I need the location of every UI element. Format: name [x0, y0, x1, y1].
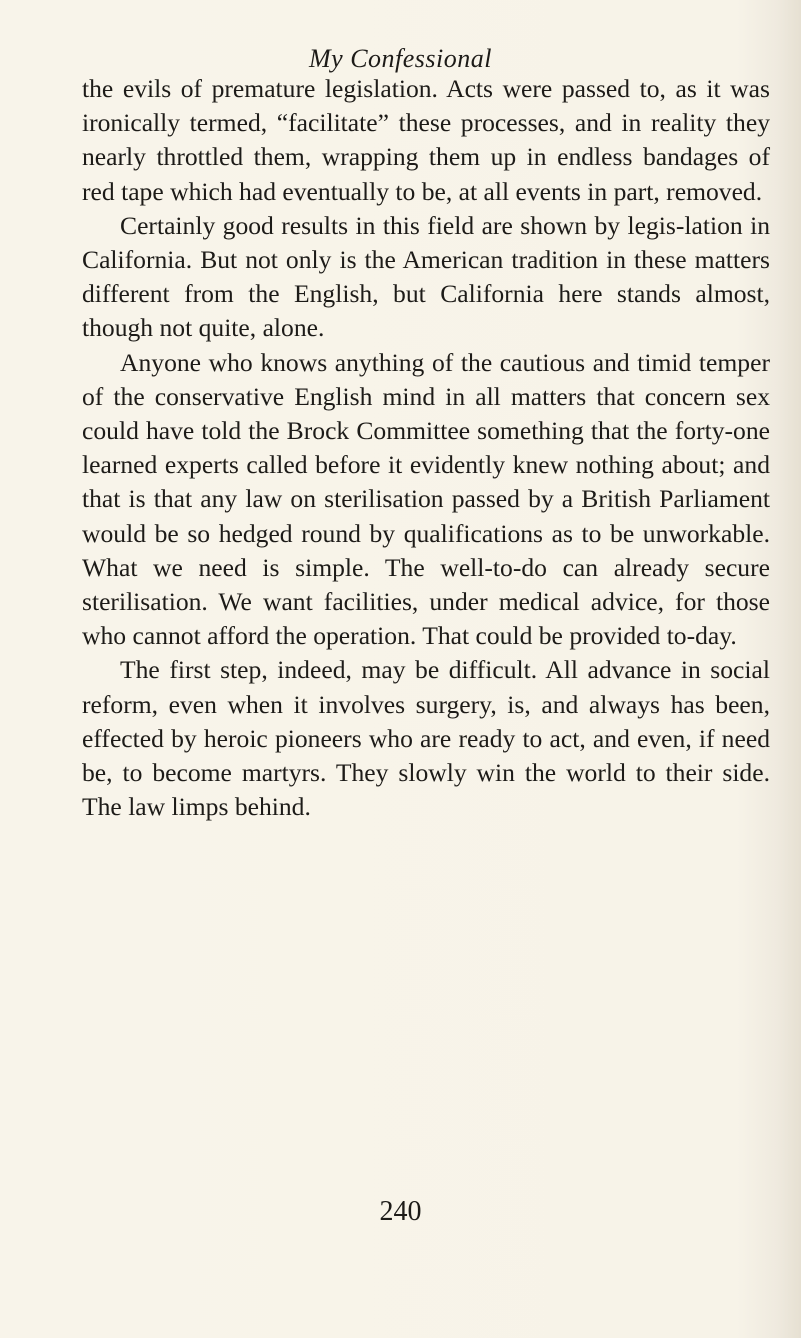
running-head: My Confessional: [309, 44, 492, 73]
body-text: [82, 72, 770, 824]
page-number: 240: [379, 1196, 422, 1227]
paragraph-continued: the evils of premature legislation. Acts were passed to, as it was ironically termed, “facilitate” these processes, and in reality they nearly throttled them, wrapping them up in endless bandages of red tape which had eventually to be, at all events in part, removed.: [82, 74, 770, 206]
paragraph-brock-committee: Anyone who knows anything of the cautious and timid temper of the conservative English mind in all matters that concern sex could have told the Brock Committee something that the forty-one learned experts called before it evidently knew nothing about; and that is that any law on sterilisation passed by a British Parliament would be so hedged round by qualifications as to be unworkable. What we need is simple. The well-to-do can already secure sterilisation. We want facilities, under medical advice, for those who cannot afford the operation. That could be provided to-day.: [82, 347, 770, 651]
paragraph-first-step: The first step, indeed, may be difficult. All advance in social reform, even when it involves surgery, is, and always has been, effected by heroic pioneers who are ready to act, and even, if need be, to become martyrs. They slowly win the world to their side. The law limps behind.: [82, 655, 770, 822]
paragraph-california: Certainly good results in this field are shown by legis-lation in California. But not only is the American tradition in these matters different from the English, but California here stands almost, though not quite, alone.: [82, 210, 770, 343]
